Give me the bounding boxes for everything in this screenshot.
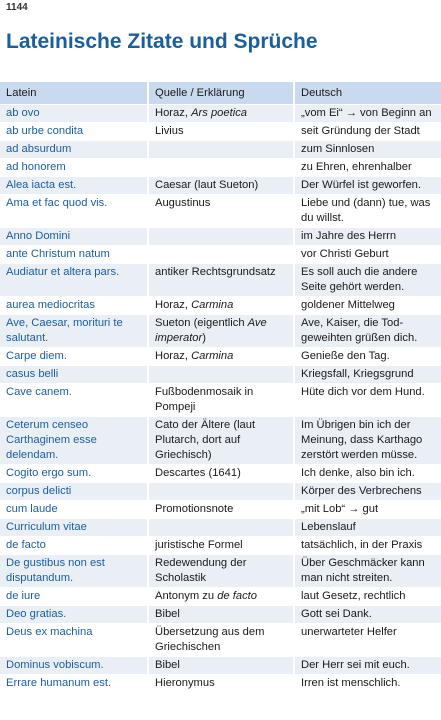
column-header-source: Quelle / Erklärung [148, 82, 294, 105]
column-header-latin: Latein [0, 82, 148, 105]
latin-phrase: Ceterum censeo Carthaginem esse delendam. [0, 417, 148, 465]
source-explanation: Cato der Ältere (laut Plutarch, dort auf Griechisch) [148, 417, 294, 465]
german-translation: Ich denke, also bin ich. [294, 465, 441, 483]
german-translation: goldener Mittelweg [294, 297, 441, 315]
table-row [0, 348, 441, 366]
german-translation: Der Herr sei mit euch. [294, 657, 441, 675]
latin-phrase: Dominus vobiscum. [0, 657, 148, 675]
work-title: de facto [217, 590, 257, 602]
work-title: Ars poetica [191, 107, 248, 119]
german-translation: unerwarteter Helfer [294, 624, 441, 657]
table-row [0, 657, 441, 675]
german-translation: Über Geschmäcker kann man nicht streiten. [294, 555, 441, 588]
german-translation: Körper des Verbrechens [294, 483, 441, 501]
source-explanation: Bibel [148, 657, 294, 675]
table-row [0, 159, 441, 177]
page-number: 1144 [6, 2, 28, 13]
table-row [0, 246, 441, 264]
latin-phrase: ad absurdum [0, 141, 148, 159]
latin-phrase: corpus delicti [0, 483, 148, 501]
latin-phrase: ab urbe condita [0, 123, 148, 141]
table-body [0, 105, 441, 693]
german-translation: „vom Ei“ → von Beginn an [294, 105, 441, 123]
german-translation: tatsächlich, in der Praxis [294, 537, 441, 555]
german-translation: zu Ehren, ehrenhalber [294, 159, 441, 177]
german-translation: Der Würfel ist geworfen. [294, 177, 441, 195]
source-explanation [148, 366, 294, 384]
table-row [0, 123, 441, 141]
table-row [0, 195, 441, 228]
latin-phrase: Audiatur et altera pars. [0, 264, 148, 297]
table-row [0, 483, 441, 501]
latin-phrase: Ama et fac quod vis. [0, 195, 148, 228]
table-row [0, 384, 441, 417]
german-translation: Liebe und (dann) tue, was du willst. [294, 195, 441, 228]
latin-phrase: Anno Domini [0, 228, 148, 246]
page-title: Lateinische Zitate und Sprüche [6, 30, 318, 53]
german-translation: „mit Lob“ → gut [294, 501, 441, 519]
source-explanation [148, 519, 294, 537]
source-explanation [148, 246, 294, 264]
german-translation: zum Sinnlosen [294, 141, 441, 159]
latin-phrase: Curriculum vitae [0, 519, 148, 537]
latin-phrase: Ave, Caesar, morituri te salutant. [0, 315, 148, 348]
german-translation: Kriegsfall, Kriegsgrund [294, 366, 441, 384]
source-explanation: Horaz, Carmina [148, 297, 294, 315]
german-translation: im Jahre des Herrn [294, 228, 441, 246]
source-explanation: Descartes (1641) [148, 465, 294, 483]
german-translation: Hüte dich vor dem Hund. [294, 384, 441, 417]
table-header-row [0, 82, 441, 105]
work-title: Carmina [191, 350, 234, 362]
table-row [0, 519, 441, 537]
table-row [0, 228, 441, 246]
table-row [0, 315, 441, 348]
source-explanation: Caesar (laut Sueton) [148, 177, 294, 195]
latin-phrase: aurea mediocritas [0, 297, 148, 315]
source-explanation: Hieronymus [148, 675, 294, 693]
source-explanation [148, 141, 294, 159]
source-explanation: Übersetzung aus dem Griechischen [148, 624, 294, 657]
latin-phrase: de facto [0, 537, 148, 555]
table-row [0, 588, 441, 606]
table-row [0, 624, 441, 657]
column-header-german: Deutsch [294, 82, 441, 105]
latin-phrase: Errare humanum est. [0, 675, 148, 693]
latin-phrase: ad honorem [0, 159, 148, 177]
latin-phrase: cum laude [0, 501, 148, 519]
german-translation: Irren ist menschlich. [294, 675, 441, 693]
source-explanation: Livius [148, 123, 294, 141]
latin-phrase: Carpe diem. [0, 348, 148, 366]
source-explanation: Antonym zu de facto [148, 588, 294, 606]
table-row [0, 141, 441, 159]
german-translation: Es soll auch die andere Seite gehört werden. [294, 264, 441, 297]
table-row [0, 297, 441, 315]
table-row [0, 501, 441, 519]
table-row [0, 465, 441, 483]
german-translation: seit Gründung der Stadt [294, 123, 441, 141]
table-row [0, 537, 441, 555]
german-translation: Ave, Kaiser, die Todgeweihten grüßen dich. [294, 315, 441, 348]
latin-phrase: De gustibus non est disputandum. [0, 555, 148, 588]
quotes-table [0, 82, 441, 693]
source-explanation: juristische Formel [148, 537, 294, 555]
german-translation: laut Gesetz, rechtlich [294, 588, 441, 606]
source-explanation: Horaz, Carmina [148, 348, 294, 366]
table-row [0, 606, 441, 624]
german-translation: vor Christi Geburt [294, 246, 441, 264]
latin-phrase: Deus ex machina [0, 624, 148, 657]
german-translation: Im Übrigen bin ich der Meinung, dass Karthago zerstört werden müsse. [294, 417, 441, 465]
latin-phrase: ab ovo [0, 105, 148, 123]
work-title: Carmina [191, 299, 234, 311]
latin-phrase: casus belli [0, 366, 148, 384]
source-explanation: Fußbodenmosaik in Pompeji [148, 384, 294, 417]
source-explanation: Augustinus [148, 195, 294, 228]
latin-phrase: Cogito ergo sum. [0, 465, 148, 483]
latin-phrase: de iure [0, 588, 148, 606]
source-explanation: Promotionsnote [148, 501, 294, 519]
table-row [0, 264, 441, 297]
source-explanation [148, 159, 294, 177]
source-explanation: Bibel [148, 606, 294, 624]
german-translation: Gott sei Dank. [294, 606, 441, 624]
source-explanation: antiker Rechtsgrundsatz [148, 264, 294, 297]
table-row [0, 417, 441, 465]
table-row [0, 366, 441, 384]
source-explanation: Sueton (eigentlich Ave imperator) [148, 315, 294, 348]
table-row [0, 105, 441, 123]
table-row [0, 675, 441, 693]
latin-phrase: Alea iacta est. [0, 177, 148, 195]
work-title: Ave imperator [155, 317, 267, 344]
german-translation: Lebenslauf [294, 519, 441, 537]
latin-phrase: Deo gratias. [0, 606, 148, 624]
latin-phrase: ante Christum natum [0, 246, 148, 264]
table-row [0, 177, 441, 195]
table-row [0, 555, 441, 588]
source-explanation [148, 483, 294, 501]
german-translation: Genieße den Tag. [294, 348, 441, 366]
latin-phrase: Cave canem. [0, 384, 148, 417]
source-explanation [148, 228, 294, 246]
source-explanation: Horaz, Ars poetica [148, 105, 294, 123]
source-explanation: Redewendung der Scholastik [148, 555, 294, 588]
